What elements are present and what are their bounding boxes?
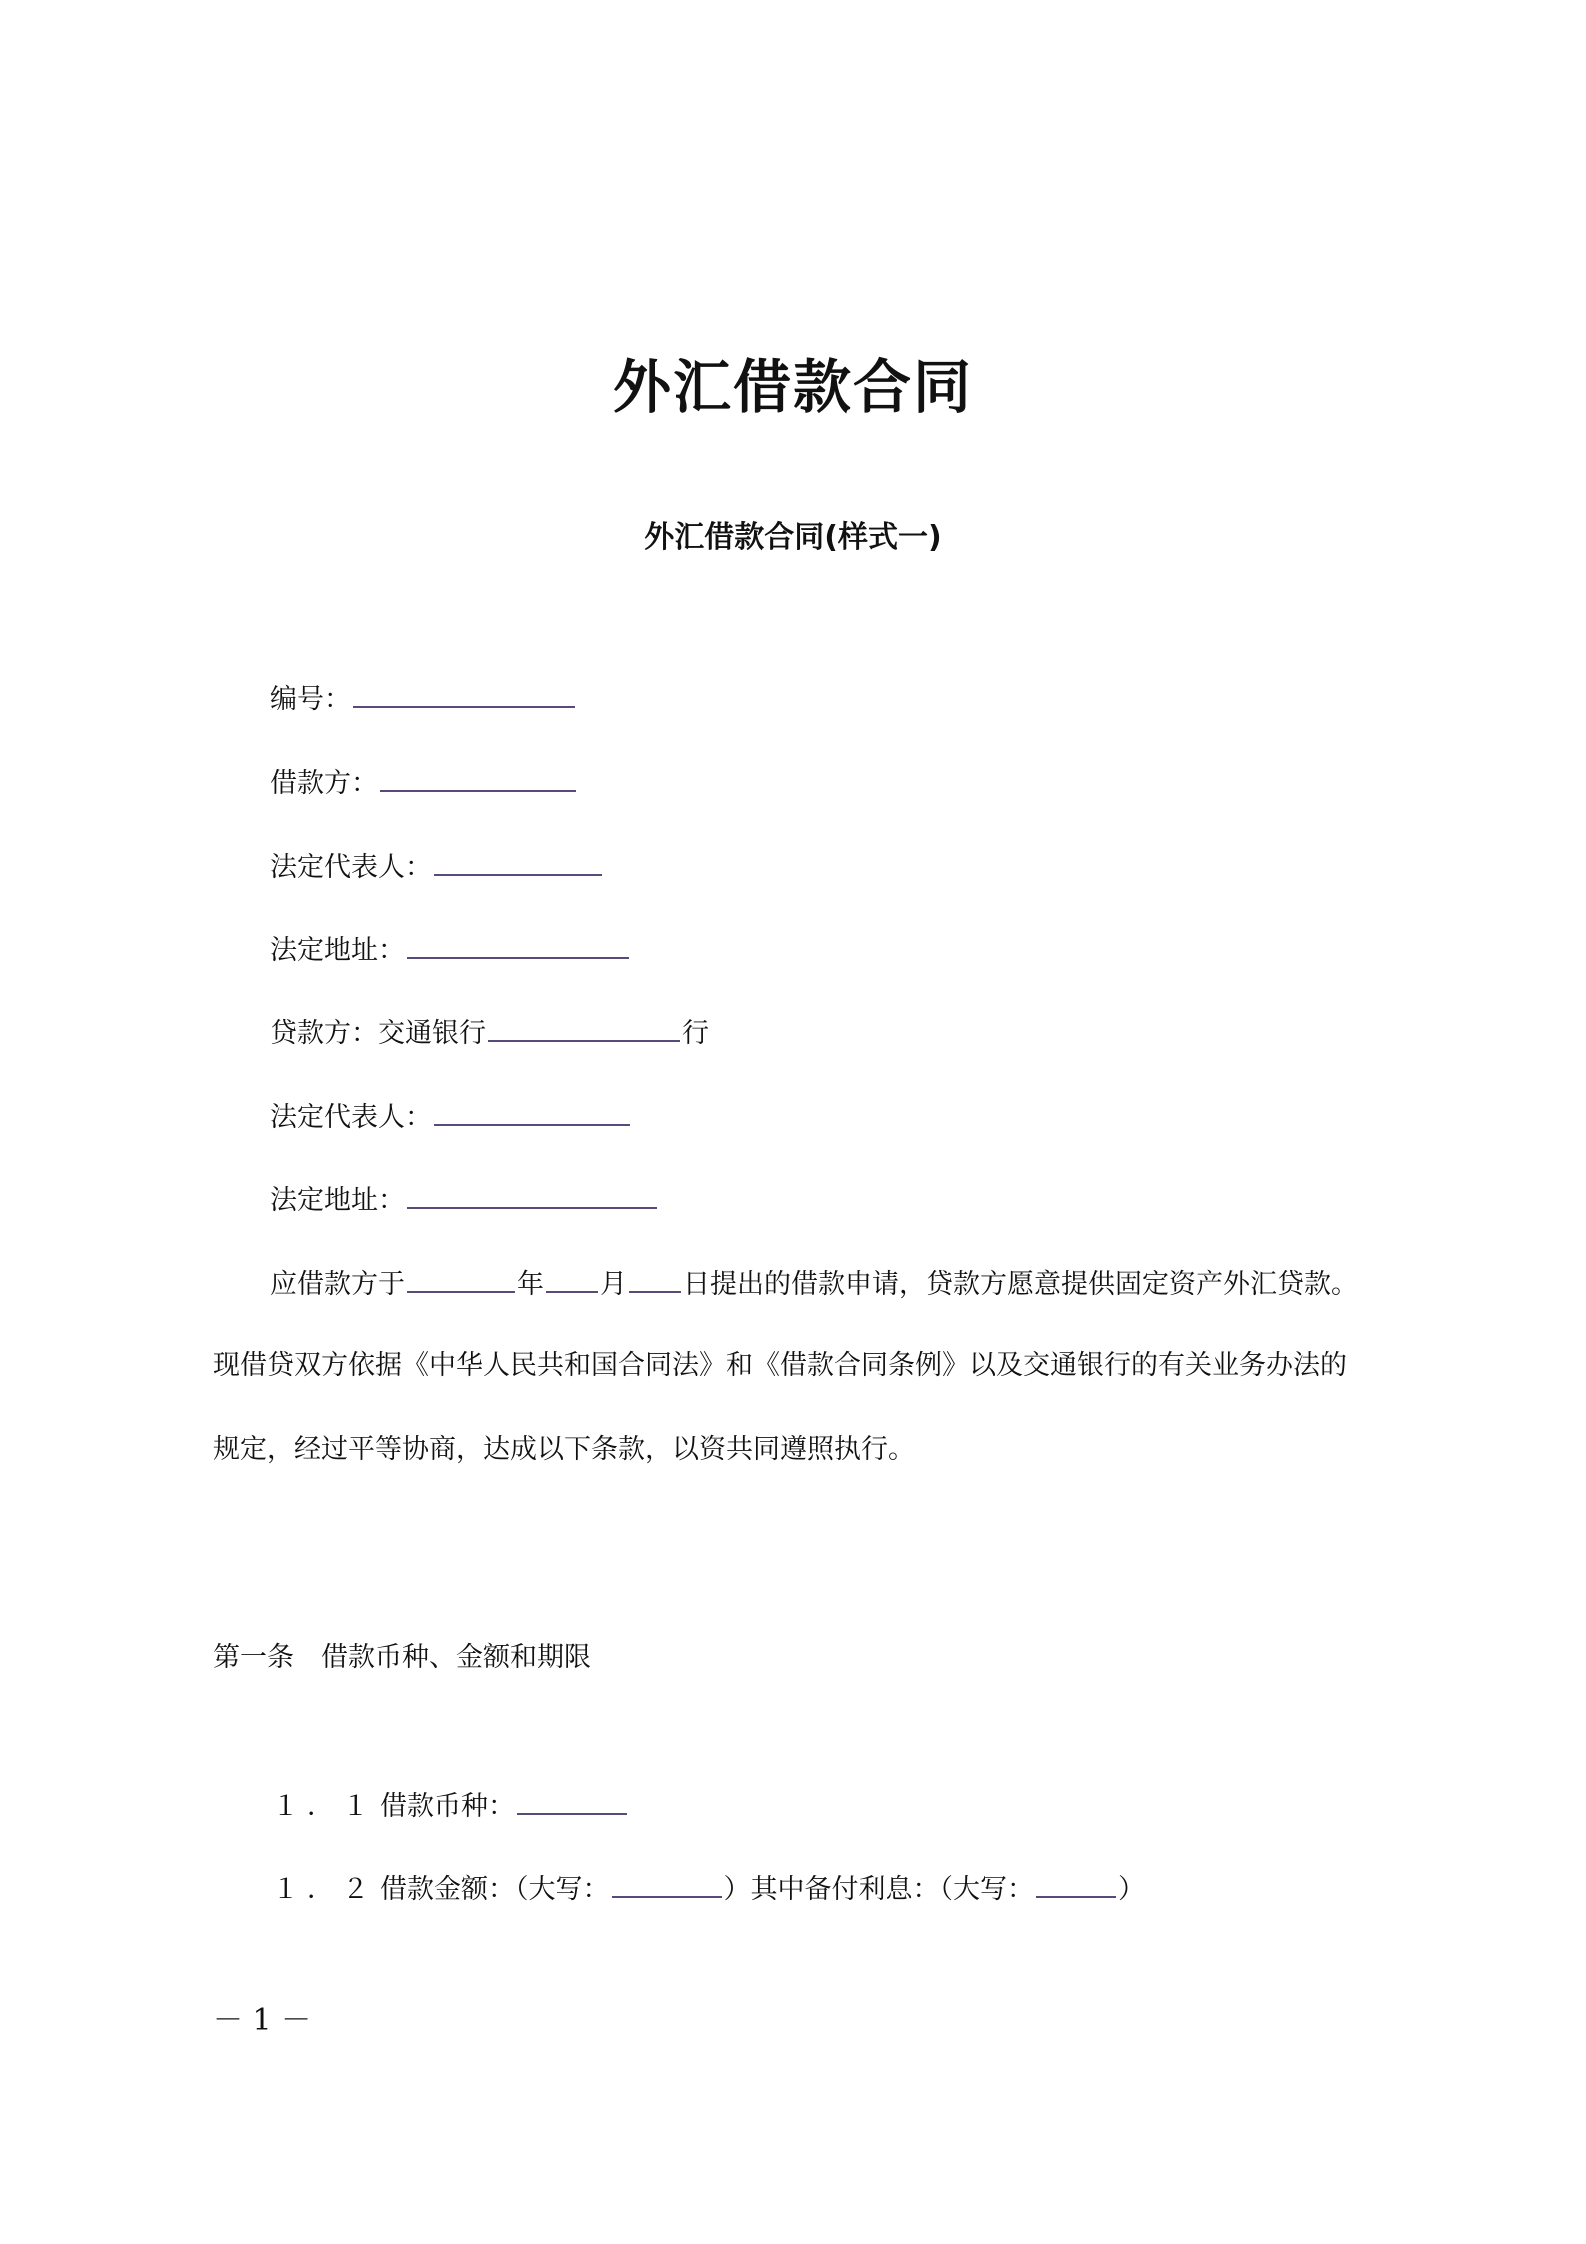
legal-rep-label-2: 法定代表人： [270, 1102, 432, 1133]
legal-rep-label-1: 法定代表人： [270, 852, 432, 883]
legal-rep-blank-1 [434, 846, 602, 876]
number-label: 编号： [270, 684, 351, 715]
item-1-label: 借款币种： [380, 1791, 515, 1822]
preamble-line-1 [270, 1263, 1358, 1303]
legal-rep-blank-2 [434, 1096, 630, 1126]
field-borrower [270, 762, 578, 802]
month-label: 月 [600, 1269, 627, 1300]
day-blank [629, 1263, 681, 1293]
document-subtitle: 外汇借款合同(样式一) [644, 520, 942, 555]
amount-blank [612, 1868, 722, 1898]
item-2-label-c: ） [1118, 1874, 1145, 1905]
article-1-heading: 第一条 借款币种、金额和期限 [213, 1642, 591, 1673]
document-title: 外汇借款合同 [612, 353, 973, 421]
field-number [270, 678, 577, 718]
legal-address-label-1: 法定地址： [270, 935, 405, 966]
field-lender [270, 1012, 709, 1052]
field-legal-rep-1 [270, 846, 604, 886]
currency-blank [517, 1785, 627, 1815]
lender-suffix: 行 [682, 1018, 709, 1049]
lender-blank [488, 1012, 680, 1042]
page-number: － 1 － [213, 2003, 312, 2038]
borrower-label: 借款方： [270, 768, 378, 799]
legal-address-blank-1 [407, 929, 629, 959]
lender-label: 贷款方：交通银行 [270, 1018, 486, 1049]
item-2-label-b: ）其中备付利息：（大写： [723, 1874, 1034, 1905]
field-legal-rep-2 [270, 1096, 632, 1136]
field-legal-address-2 [270, 1179, 659, 1219]
number-blank [353, 678, 575, 708]
article-1-item-1 [272, 1785, 629, 1825]
legal-address-label-2: 法定地址： [270, 1185, 405, 1216]
item-2-label-a: 借款金额：（大写： [380, 1874, 610, 1905]
preamble-text-a: 应借款方于 [270, 1269, 405, 1300]
preamble-line-3: 规定，经过平等协商，达成以下条款，以资共同遵照执行。 [213, 1434, 915, 1465]
year-label: 年 [517, 1269, 544, 1300]
interest-blank [1036, 1868, 1116, 1898]
borrower-blank [380, 762, 576, 792]
preamble-line-2: 现借贷双方依据《中华人民共和国合同法》和《借款合同条例》以及交通银行的有关业务办法的 [213, 1350, 1347, 1381]
field-legal-address-1 [270, 929, 631, 969]
month-blank [546, 1263, 598, 1293]
year-blank [407, 1263, 515, 1293]
preamble-text-b: 日提出的借款申请，贷款方愿意提供固定资产外汇贷款。 [683, 1269, 1358, 1300]
legal-address-blank-2 [407, 1179, 657, 1209]
item-2-number: １．２ [272, 1874, 377, 1905]
item-1-number: １．１ [272, 1791, 377, 1822]
article-1-item-2 [272, 1868, 1145, 1908]
